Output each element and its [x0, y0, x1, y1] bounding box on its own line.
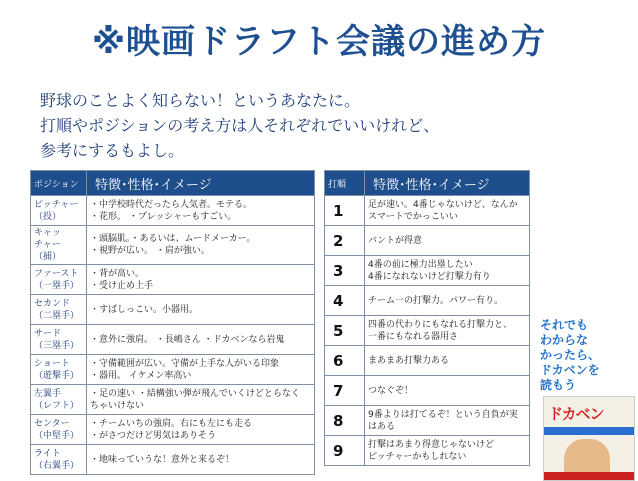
batting-number: 8 [325, 406, 365, 436]
batting-description: 四番の代わりにもなれる打撃力と、 一番にもなれる器用さ [365, 316, 530, 346]
position-description: ・守備範囲が広い。守備が上手な人がいる印象 ・器用。 イケメン率高い [87, 355, 315, 385]
position-name: ライト （右翼手） [31, 445, 87, 475]
batting-row [325, 436, 530, 466]
side-note-line: ドカベンを [540, 363, 600, 377]
batting-number: 4 [325, 286, 365, 316]
batting-number: 2 [325, 226, 365, 256]
position-description: ・チームいちの強肩。右にも左にも走る ・がさつだけど男気はありそう [87, 415, 315, 445]
cover-stripe [544, 427, 634, 435]
header-traits: 特徴･性格･イメージ [87, 171, 315, 196]
position-row [31, 265, 315, 295]
batting-number: 3 [325, 256, 365, 286]
header-traits: 特徴･性格･イメージ [365, 171, 530, 196]
batting-description: 4番の前に極力出塁したい 4番になれないけど打撃力有り [365, 256, 530, 286]
batting-row [325, 196, 530, 226]
position-row [31, 385, 315, 415]
batting-description: バントが得意 [365, 226, 530, 256]
position-description: ・すばしっこい。小器用。 [87, 295, 315, 325]
position-name: ファースト （一塁手） [31, 265, 87, 295]
batting-row [325, 226, 530, 256]
side-note-line: 読もう [540, 378, 577, 392]
position-description: ・頭脳肌。・あるいは、ムードメーカー。 ・視野が広い。 ・肩が強い。 [87, 226, 315, 265]
header-position: ポジション [31, 171, 87, 196]
positions-table [30, 170, 315, 475]
batting-number: 7 [325, 376, 365, 406]
side-note-line: かったら、 [540, 348, 601, 362]
page-title: ※映画ドラフト会議の進め方 [91, 22, 547, 62]
batting-number: 6 [325, 346, 365, 376]
batting-description: 足が速い。4番じゃないけど、なんか スマートでかっこいい [365, 196, 530, 226]
batting-description: 9番よりは打てるぞ！という自負が実 はある [365, 406, 530, 436]
position-description: ・足の速い ・結構強い弾が飛んでいくけどとらなく ちゃいけない [87, 385, 315, 415]
position-name: ピッチャー （投） [31, 196, 87, 226]
position-description: ・中学校時代だったら人気者。モテる。 ・花形。 ・プレッシャーもすごい。 [87, 196, 315, 226]
batting-row [325, 286, 530, 316]
batting-number: 9 [325, 436, 365, 466]
side-note [540, 318, 616, 393]
batting-order-table [324, 170, 530, 466]
intro-line: 打順やポジションの考え方は人それぞれでいいけれど、 [40, 116, 440, 135]
batting-description: つなぐぞ！ [365, 376, 530, 406]
position-row [31, 355, 315, 385]
position-name: 左翼手 （レフト） [31, 385, 87, 415]
batting-description: チーム一の打撃力。パワー有り。 [365, 286, 530, 316]
batting-row [325, 376, 530, 406]
position-name: キャッ チャー（捕） [31, 226, 87, 265]
position-name: セカンド （二塁手） [31, 295, 87, 325]
position-row [31, 295, 315, 325]
position-row [31, 226, 315, 265]
position-row [31, 196, 315, 226]
dokaben-cover-image [543, 396, 635, 481]
batting-row [325, 406, 530, 436]
position-row [31, 415, 315, 445]
batting-row [325, 346, 530, 376]
side-note-line: それでも [540, 318, 589, 332]
position-description: ・地味っていうな！意外と来るぞ！ [87, 445, 315, 475]
header-batting-order: 打順 [325, 171, 365, 196]
intro-line: 参考にするもよし。 [40, 141, 185, 160]
intro-text [40, 88, 439, 163]
batting-description: まあまあ打撃力ある [365, 346, 530, 376]
side-note-line: わからな [540, 333, 589, 347]
position-description: ・意外に強肩。 ・長嶋さん ・ドカベンなら岩鬼 [87, 325, 315, 355]
batting-description: 打撃はあまり得意じゃないけど ピッチャーかもしれない [365, 436, 530, 466]
position-row [31, 445, 315, 475]
position-name: ショート （遊撃手） [31, 355, 87, 385]
batting-row [325, 256, 530, 286]
position-row [31, 325, 315, 355]
batting-row [325, 316, 530, 346]
position-name: サード （三塁手） [31, 325, 87, 355]
position-name: センター （中堅手） [31, 415, 87, 445]
batting-number: 5 [325, 316, 365, 346]
batting-number: 1 [325, 196, 365, 226]
intro-line: 野球のことよく知らない！というあなたに。 [40, 91, 361, 110]
cover-logo: ドカベン [548, 405, 604, 423]
position-description: ・背が高い。 ・受け止め上手 [87, 265, 315, 295]
